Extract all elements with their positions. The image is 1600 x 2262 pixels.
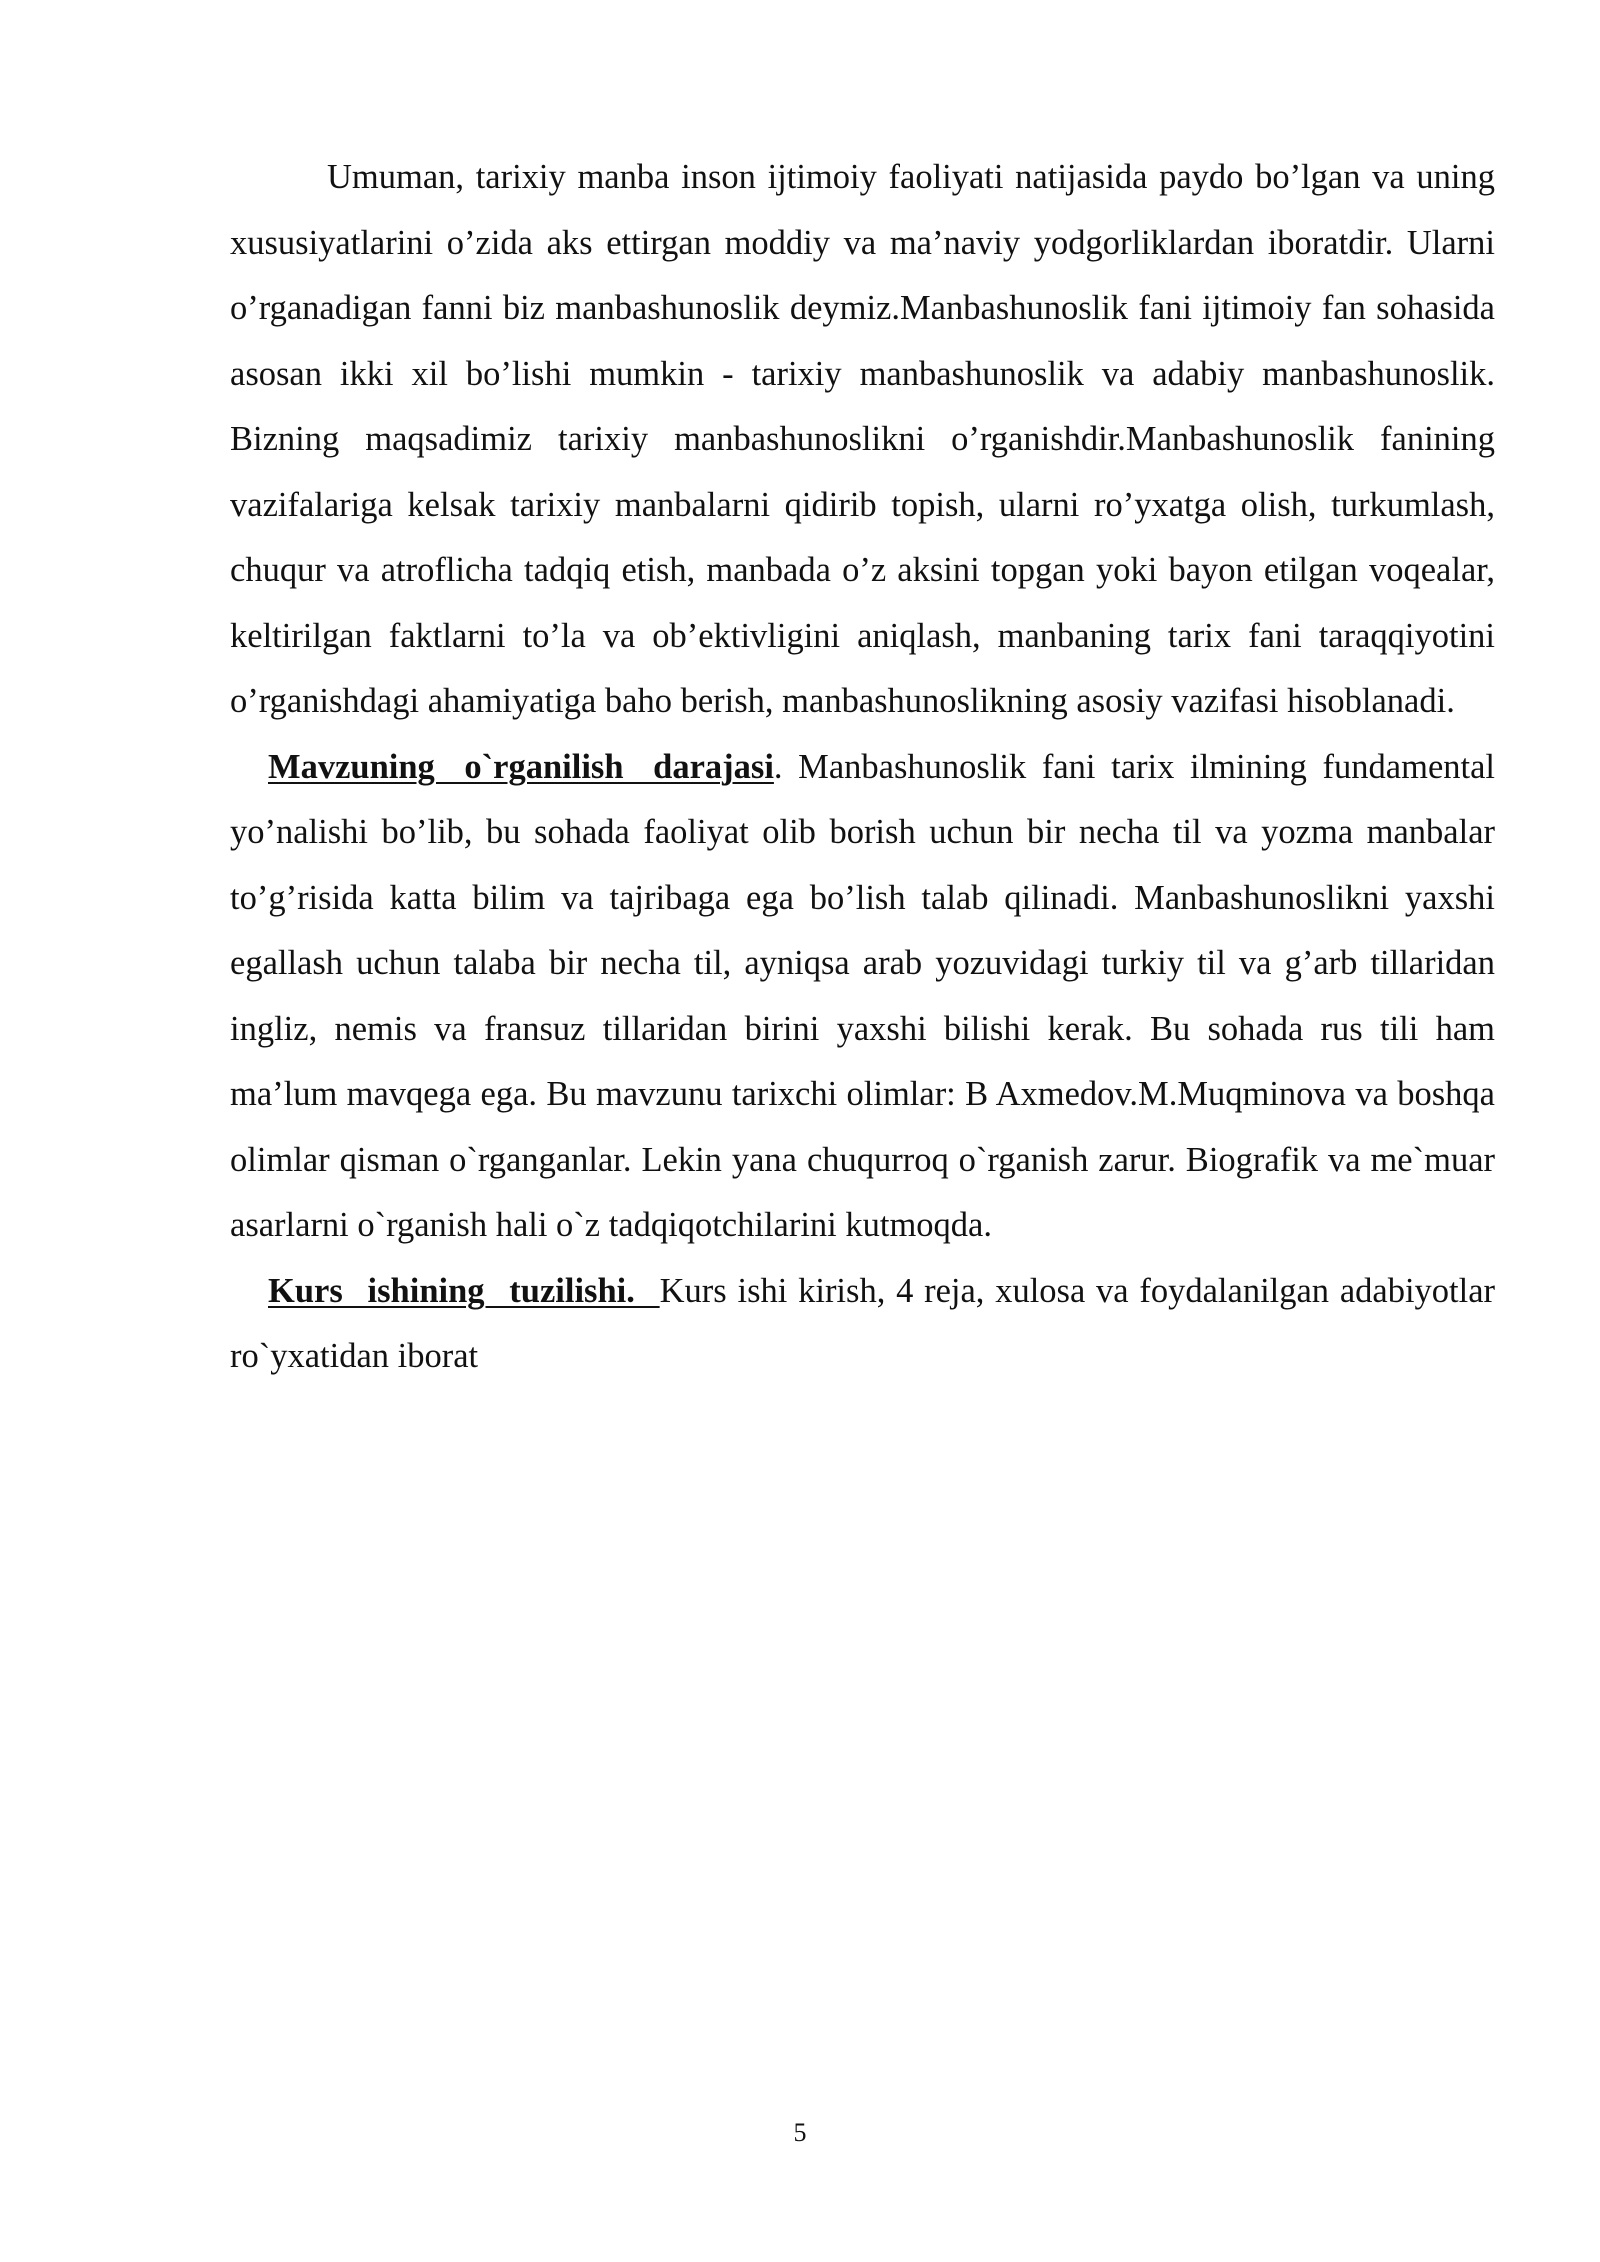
section-body-study-level: Manbashunoslik fani tarix ilmining fundamental yo’nalishi bo’lib, bu sohada faoliyat olib borish uchun bir necha til va yozma manbalar to’g’risida katta bilim va tajribaga ega bo’lish talab qilinadi. Manbashunoslikni yaxshi egallash uchun talaba bir necha til, ayniqsa arab yozuvidagi turkiy til va g’arb tillaridan ingliz, nemis va fransuz tillaridan birini yaxshi bilishi kerak. Bu sohada rus tili ham ma’lum mavqega ega. Bu mavzunu tarixchi olimlar: B Axmedov.M.Muqminova va boshqa olimlar qisman o`rganganlar. Lekin yana chuqurroq o`rganish zarur. Biografik va me`muar asarlarni o`rganish hali o`z tadqiqotchilarini kutmoqda.: [230, 747, 1495, 1244]
section-body-structure: Kurs ishi kirish, 4 reja, xulosa va foydalanilgan adabiyotlar ro`yxatidan iborat: [230, 1271, 1496, 1375]
section-heading-study-level: Mavzuning o`rganilish darajasi: [268, 747, 774, 786]
section-heading-structure: Kurs ishining tuzilishi.: [268, 1271, 660, 1310]
paragraph-introduction: Umuman, tarixiy manba inson ijtimoiy faoliyati natijasida paydo bo’lgan va uning xususiyatlarini o’zida aks ettirgan moddiy va ma’naviy yodgorliklardan iboratdir. Ularni o’rganadigan fanni biz manbashunoslik deymiz.Manbashunoslik fani ijtimoiy fan sohasida asosan ikki xil bo’lishi mumkin - tarixiy manbashunoslik va adabiy manbashunoslik. Bizning maqsadimiz tarixiy manbashunoslikni o’rganishdir.Manbashunoslik fanining vazifalariga kelsak tarixiy manbalarni qidirib topish, ularni ro’yxatga olish, turkumlash, chuqur va atroflicha tadqiq etish, manbada o’z aksini topgan yoki bayon etilgan voqealar, keltirilgan faktlarni to’la va ob’ektivligini aniqlash, manbaning tarix fani taraqqiyotini o’rganishdagi ahamiyatiga baho berish, manbashunoslikning asosiy vazifasi hisoblanadi.: [230, 158, 1495, 720]
paragraph-study-level: [230, 735, 1495, 1259]
page-number: 5: [793, 2118, 807, 2147]
section-heading-suffix: .: [773, 747, 783, 786]
paragraph-structure: [230, 1259, 1495, 1390]
document-body: [230, 145, 1495, 1390]
